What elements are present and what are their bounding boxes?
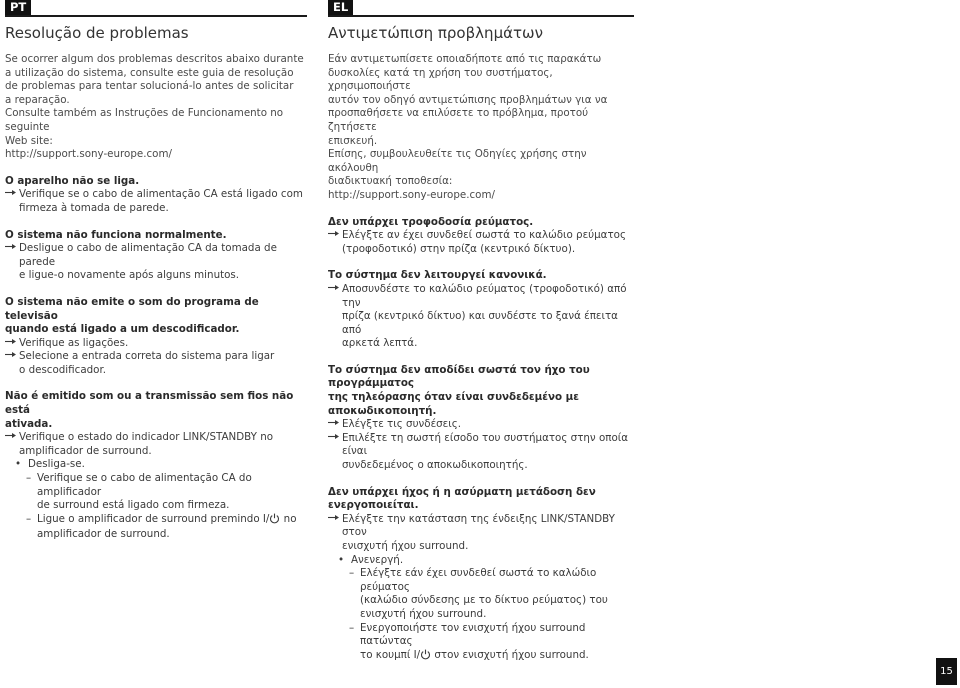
intro-line: Εάν αντιμετωπίσετε οποιαδήποτε από τις παρακάτω bbox=[328, 53, 602, 65]
intro-line: δυσκολίες κατά τη χρήση του συστήματος, χρησιμοποιήστε bbox=[328, 66, 553, 93]
problem-heading: Το σύστημα δεν λειτουργεί κανονικά. bbox=[328, 269, 547, 282]
solution-item: Επιλέξτε τη σωστή είσοδο του συστήματος στην οποία είναι συνδεδεμένος ο αποκωδικοποιητής. bbox=[328, 432, 634, 473]
language-bar-el bbox=[328, 0, 634, 17]
dash-icon: – bbox=[349, 621, 355, 634]
arrow-right-icon bbox=[5, 350, 17, 364]
arrow-right-icon bbox=[328, 432, 340, 446]
arrow-right-icon bbox=[328, 418, 340, 432]
intro-line: de problemas para tentar solucioná-lo antes de solicitar bbox=[5, 80, 294, 93]
arrow-right-icon bbox=[328, 229, 340, 243]
intro-line: διαδικτυακή τοποθεσία: bbox=[328, 175, 453, 188]
arrow-right-icon bbox=[5, 242, 17, 256]
arrow-right-icon bbox=[5, 337, 17, 351]
intro-line: προσπαθήσετε να επιλύσετε το πρόβλημα, προτού ζητήσετε bbox=[328, 107, 589, 133]
arrow-right-icon bbox=[5, 431, 17, 445]
solution-item: Αποσυνδέστε το καλώδιο ρεύματος (τροφοδοτικό) από την πρίζα (κεντρικό δίκτυο) και συνδέστε το ξανά έπειτα από αρκετά λεπτά. bbox=[328, 283, 634, 351]
problem-heading: Το σύστημα δεν αποδίδει σωστά τον ήχο του προγράμματος της τηλεόρασης όταν είναι συνδεδεμένο με αποκωδικοποιητή. bbox=[328, 363, 590, 417]
bullet-item: • Ανενεργή. bbox=[338, 553, 404, 566]
arrow-right-icon bbox=[328, 513, 340, 527]
section-title-pt: Resolução de problemas bbox=[5, 24, 189, 42]
solution-item: Ελέγξτε την κατάσταση της ένδειξης LINK/STANDBY στον ενισχυτή ήχου surround. bbox=[328, 513, 634, 554]
solution-item: Ελέγξτε αν έχει συνδεθεί σωστά το καλώδιο ρεύματος (τροφοδοτικό) στην πρίζα (κεντρικό δίκτυο). bbox=[328, 229, 634, 256]
support-url-pt[interactable]: http://support.sony-europe.com/ bbox=[5, 148, 172, 161]
problem-heading: O sistema não funciona normalmente. bbox=[5, 228, 227, 241]
intro-el bbox=[328, 53, 634, 203]
solution-item: Verifique o estado do indicador LINK/STANDBY no amplificador de surround. bbox=[5, 431, 307, 458]
problem-heading: O aparelho não se liga. bbox=[5, 174, 140, 187]
dash-item: – Ελέγξτε εάν έχει συνδεθεί σωστά το καλώδιο ρεύματος (καλώδιο σύνδεσης με το δίκτυο ρεύματος) του ενισχυτή ήχου surround. bbox=[349, 567, 608, 620]
intro-line: a utilização do sistema, consulte este guia de resolução bbox=[5, 66, 294, 79]
column-el bbox=[328, 0, 634, 664]
bullet-dot-icon: • bbox=[15, 458, 22, 471]
dash-item: – Ενεργοποιήστε τον ενισχυτή ήχου surround πατώντας το κουμπί I/ στον ενισχυτή ήχου surround. bbox=[328, 622, 634, 665]
support-url-el[interactable]: http://support.sony-europe.com/ bbox=[328, 188, 495, 201]
solution-item: Ελέγξτε τις συνδέσεις. bbox=[328, 418, 634, 432]
dash-item: – Ligue o amplificador de surround premindo I/ no amplificador de surround. bbox=[26, 512, 297, 541]
problem-heading: O sistema não emite o som do programa de televisão quando está ligado a um descodificador. bbox=[5, 295, 259, 336]
intro-line: Se ocorrer algum dos problemas descritos abaixo durante bbox=[5, 53, 304, 65]
dash-icon: – bbox=[26, 512, 32, 525]
solution-item: Verifique as ligações. bbox=[5, 337, 307, 351]
bullet-dot-icon: • bbox=[338, 553, 345, 566]
language-bar-pt bbox=[5, 0, 307, 17]
dash-item: – Verifique se o cabo de alimentação CA do amplificador de surround está ligado com firmeza. bbox=[26, 472, 252, 512]
intro-line: Web site: bbox=[5, 134, 53, 147]
solution-item: Desligue o cabo de alimentação CA da tomada de parede e ligue-o novamente após alguns minutos. bbox=[5, 242, 307, 283]
intro-pt bbox=[5, 53, 307, 162]
language-tag-el: EL bbox=[328, 0, 353, 15]
page-number: 15 bbox=[936, 658, 957, 685]
dash-icon: – bbox=[349, 567, 355, 580]
language-tag-pt: PT bbox=[5, 0, 31, 15]
intro-line: αυτόν τον οδηγό αντιμετώπισης προβλημάτων για να bbox=[328, 93, 608, 106]
intro-line: Επίσης, συμβουλευθείτε τις Οδηγίες χρήσης στην ακόλουθη bbox=[328, 148, 587, 174]
solution-item: Selecione a entrada correta do sistema para ligar o descodificador. bbox=[5, 350, 307, 377]
bullet-item: • Desliga-se. bbox=[15, 458, 85, 471]
problem-heading: Não é emitido som ou a transmissão sem fios não está ativada. bbox=[5, 390, 294, 430]
section-title-el: Αντιμετώπιση προβλημάτων bbox=[328, 24, 543, 42]
dash-icon: – bbox=[26, 472, 32, 485]
arrow-right-icon bbox=[5, 188, 17, 202]
problem-heading: Δεν υπάρχει τροφοδοσία ρεύματος. bbox=[328, 215, 534, 228]
column-pt bbox=[5, 0, 307, 542]
intro-line: επισκευή. bbox=[328, 134, 378, 147]
power-icon bbox=[269, 513, 280, 529]
power-icon bbox=[420, 649, 431, 665]
solution-item: Verifique se o cabo de alimentação CA está ligado com firmeza à tomada de parede. bbox=[5, 188, 307, 215]
problem-heading: Δεν υπάρχει ήχος ή η ασύρματη μετάδοση δεν ενεργοποιείται. bbox=[328, 485, 596, 512]
intro-line: a reparação. bbox=[5, 93, 70, 106]
intro-line: Consulte também as Instruções de Funcionamento no seguinte bbox=[5, 107, 284, 133]
arrow-right-icon bbox=[328, 283, 340, 297]
